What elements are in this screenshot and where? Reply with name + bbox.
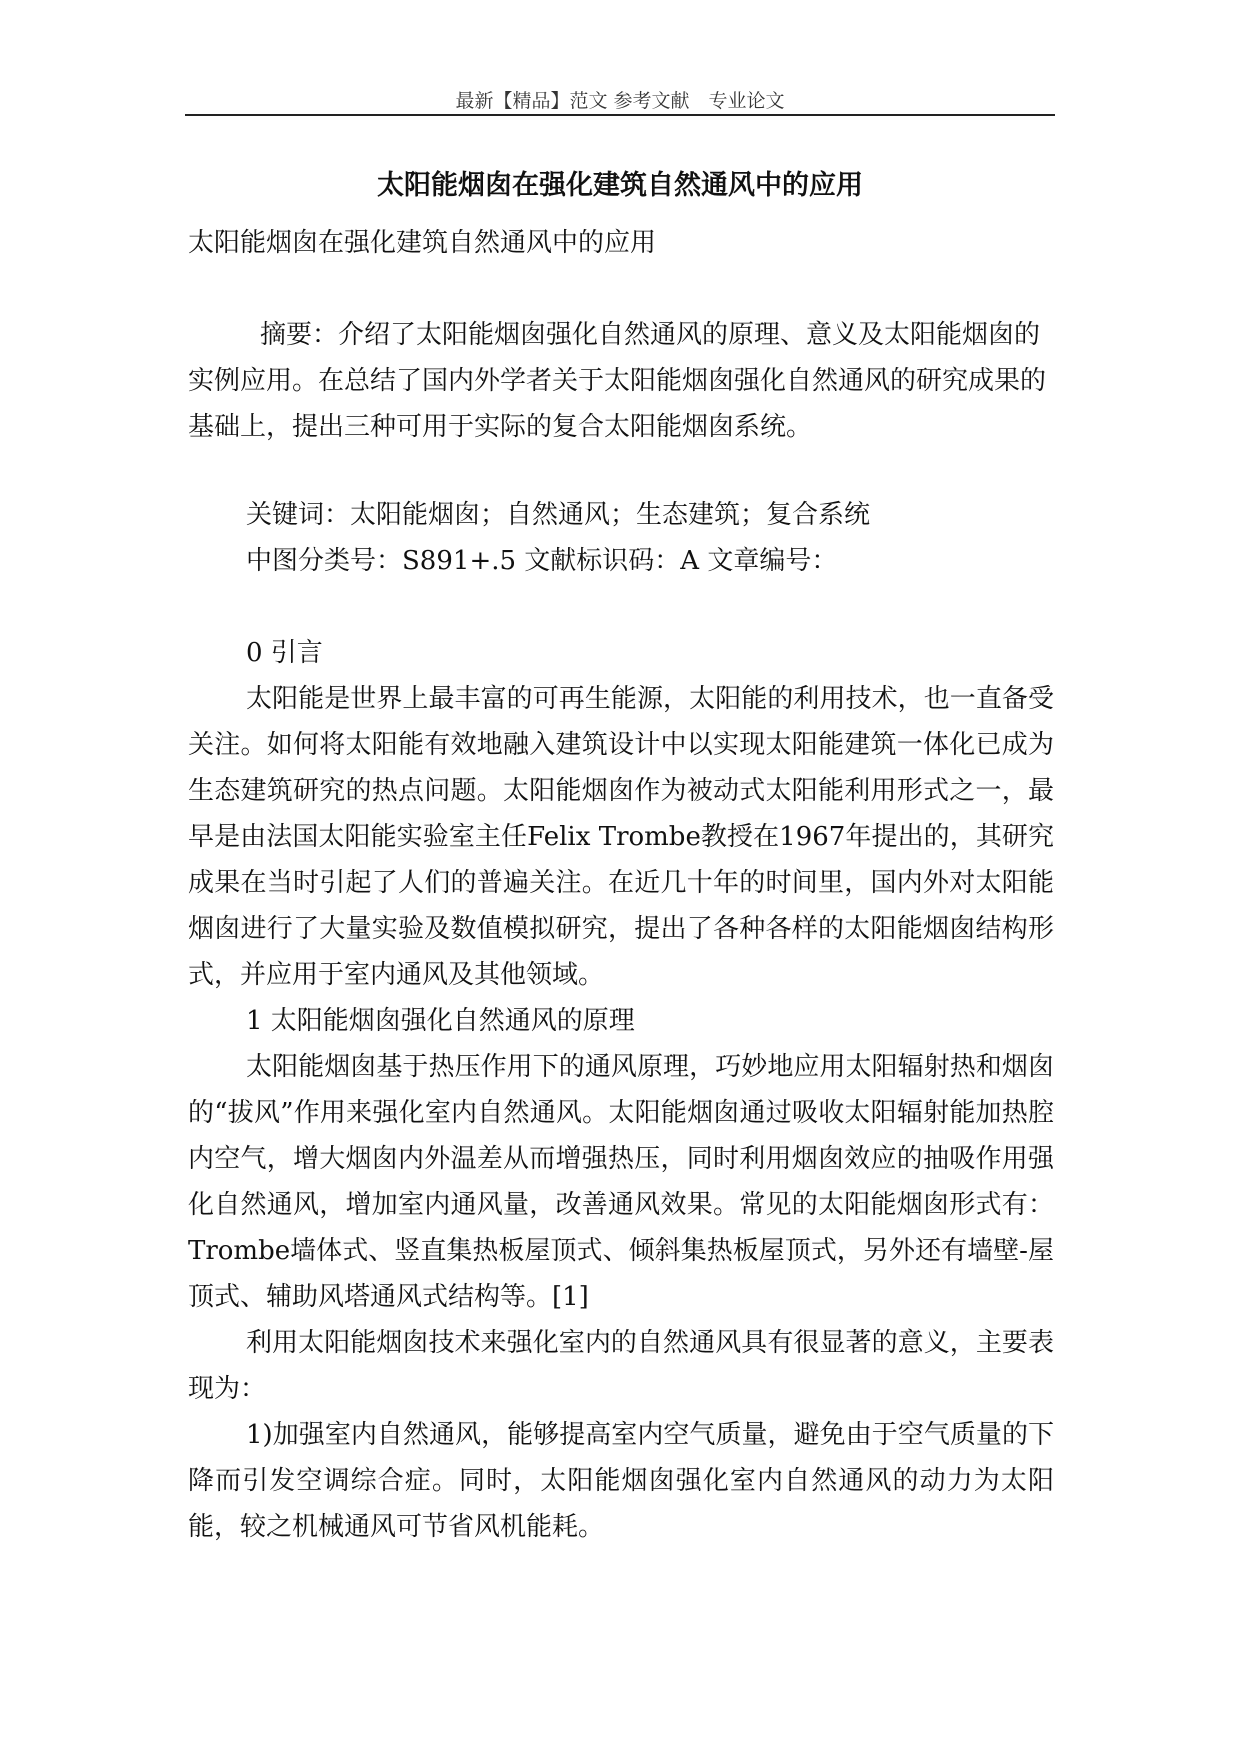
document-title: 太阳能烟囱在强化建筑自然通风中的应用 (377, 170, 863, 201)
section-heading-1: 1 太阳能烟囱强化自然通风的原理 (246, 1006, 635, 1036)
paragraph-point-1: 1)加强室内自然通风，能够提高室内空气质量，避免由于空气质量的下降而引发空调综合症。同时，太阳能烟囱强化室内自然通风的动力为太阳能，较之机械通风可节省风机能耗。 (188, 1420, 1054, 1542)
document-body (188, 220, 1054, 1550)
spacer (188, 584, 1054, 630)
classification-line: 中图分类号：S891+.5 文献标识码：A 文章编号： (246, 546, 838, 576)
header-rule (185, 114, 1055, 116)
paragraph-intro: 太阳能是世界上最丰富的可再生能源，太阳能的利用技术，也一直备受关注。如何将太阳能有效地融入建筑设计中以实现太阳能建筑一体化已成为生态建筑研究的热点问题。太阳能烟囱作为被动式太阳能利用形式之一，最早是由法国太阳能实验室主任Felix Trombe教授在1967年提出的，其研究成果在当时引起了人们的普遍关注。在近几十年的时间里，国内外对太阳能烟囱进行了大量实验及数值模拟研究，提出了各种各样的太阳能烟囱结构形式，并应用于室内通风及其他领域。 (188, 684, 1054, 990)
keywords-line: 关键词：太阳能烟囱；自然通风；生态建筑；复合系统 (246, 500, 871, 530)
page-header: 最新【精品】范文 参考文献 专业论文 (455, 90, 785, 112)
paragraph-significance: 利用太阳能烟囱技术来强化室内的自然通风具有很显著的意义，主要表现为： (188, 1328, 1054, 1404)
document-subtitle: 太阳能烟囱在强化建筑自然通风中的应用 (188, 228, 657, 258)
abstract-paragraph: 摘要：介绍了太阳能烟囱强化自然通风的原理、意义及太阳能烟囱的实例应用。在总结了国内外学者关于太阳能烟囱强化自然通风的研究成果的基础上，提出三种可用于实际的复合太阳能烟囱系统。 (188, 320, 1047, 442)
paragraph-principle: 太阳能烟囱基于热压作用下的通风原理，巧妙地应用太阳辐射热和烟囱的“拔风”作用来强化室内自然通风。太阳能烟囱通过吸收太阳辐射能加热腔内空气，增大烟囱内外温差从而增强热压，同时利用烟囱效应的抽吸作用强化自然通风，增加室内通风量，改善通风效果。常见的太阳能烟囱形式有：Trombe墙体式、竖直集热板屋顶式、倾斜集热板屋顶式，另外还有墙壁-屋顶式、辅助风塔通风式结构等。[1] (188, 1052, 1054, 1312)
section-heading-0: 0 引言 (246, 638, 323, 668)
